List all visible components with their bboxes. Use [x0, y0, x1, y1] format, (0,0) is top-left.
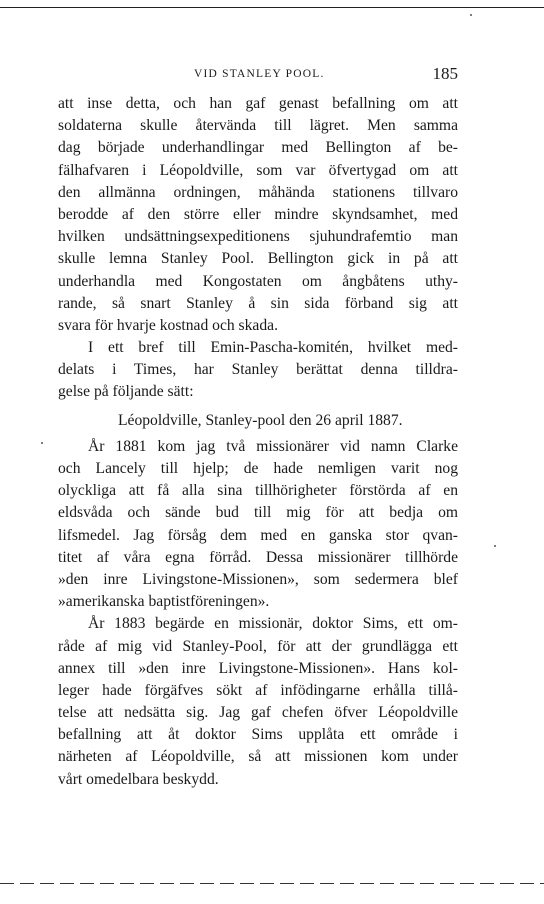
- text-line: den allmänna ordningen, måhända stationens tillvaro: [58, 183, 458, 201]
- scan-speck: [470, 14, 472, 16]
- text-line: »amerikanska baptistföreningen».: [58, 593, 270, 611]
- text-line: delats i Times, har Stanley berättat denna tilldra-: [58, 361, 458, 379]
- page-body: [58, 93, 458, 791]
- text-line: att inse detta, och han gaf genast befallning om att: [58, 95, 458, 112]
- text-line: lifsmedel. Jag försåg dem med en ganska stor qvan-: [58, 526, 458, 544]
- running-head: VID STANLEY POOL.: [194, 68, 325, 80]
- bottom-rule: [0, 883, 544, 884]
- text-line: titet af våra egna förråd. Dessa missionärer tillhörde: [58, 548, 458, 566]
- text-line: svara för hvarje kostnad och skada.: [58, 316, 278, 334]
- text-line: gelse på följande sätt:: [58, 383, 194, 401]
- text-line: berodde af den större eller mindre skyndsamhet, med: [58, 205, 458, 223]
- text-line: närheten af Léopoldville, så att missionen kom under: [58, 748, 458, 766]
- scan-speck: [41, 442, 43, 444]
- text-line: vårt omedelbara beskydd.: [58, 770, 219, 788]
- text-line: underhandla med Kongostaten om ångbåtens uthy-: [58, 272, 458, 290]
- scan-speck: [494, 545, 496, 547]
- text-line: »den inre Livingstone-Missionen», som sedermera blef: [58, 570, 458, 588]
- text-line: skulle lemna Stanley Pool. Bellington gick in på att: [58, 250, 458, 268]
- page-header: [58, 64, 458, 86]
- text-line: År 1883 begärde en missionär, doktor Sims, ett om-: [88, 615, 458, 633]
- text-line: leger hade förgäfves sökt af infödingarne erhålla tillå-: [58, 681, 458, 699]
- text-line: dag började underhandlingar med Bellington af be-: [58, 139, 458, 157]
- text-line: I ett bref till Emin-Pascha-komitén, hvilket med-: [88, 339, 458, 357]
- text-line: annex till »den inre Livingstone-Missionen». Hans kol-: [58, 659, 458, 677]
- text-line: fälhafvaren i Léopoldville, som var öfvertygad om att: [58, 161, 458, 179]
- letter-dateline: Léopoldville, Stanley-pool den 26 april 1887.: [118, 411, 403, 429]
- text-line: eldsvåda och sände bud till mig för att bedja om: [58, 504, 458, 522]
- text-line: befallning att åt doktor Sims upplåta ett område i: [58, 726, 458, 744]
- text-line: rande, så snart Stanley å sin sida förband sig att: [58, 294, 458, 312]
- page-number: 185: [432, 64, 458, 83]
- top-rule: [0, 7, 544, 8]
- text-line: hvilken undsättningsexpeditionens sjuhundrafemtio man: [58, 228, 458, 246]
- text-line: olyckliga att få alla sina tillhörigheter förstörda af en: [58, 482, 458, 500]
- text-line: och Lancely till hjelp; de hade nemligen varit nog: [58, 460, 458, 477]
- text-line: År 1881 kom jag två missionärer vid namn Clarke: [88, 437, 458, 455]
- text-line: telse att nedsätta sig. Jag gaf chefen öfver Léopoldville: [58, 704, 458, 722]
- text-line: råde af mig vid Stanley-Pool, för att der grundlägga ett: [58, 637, 458, 655]
- text-line: soldaterna skulle återvända till lägret. Men samma: [58, 117, 458, 135]
